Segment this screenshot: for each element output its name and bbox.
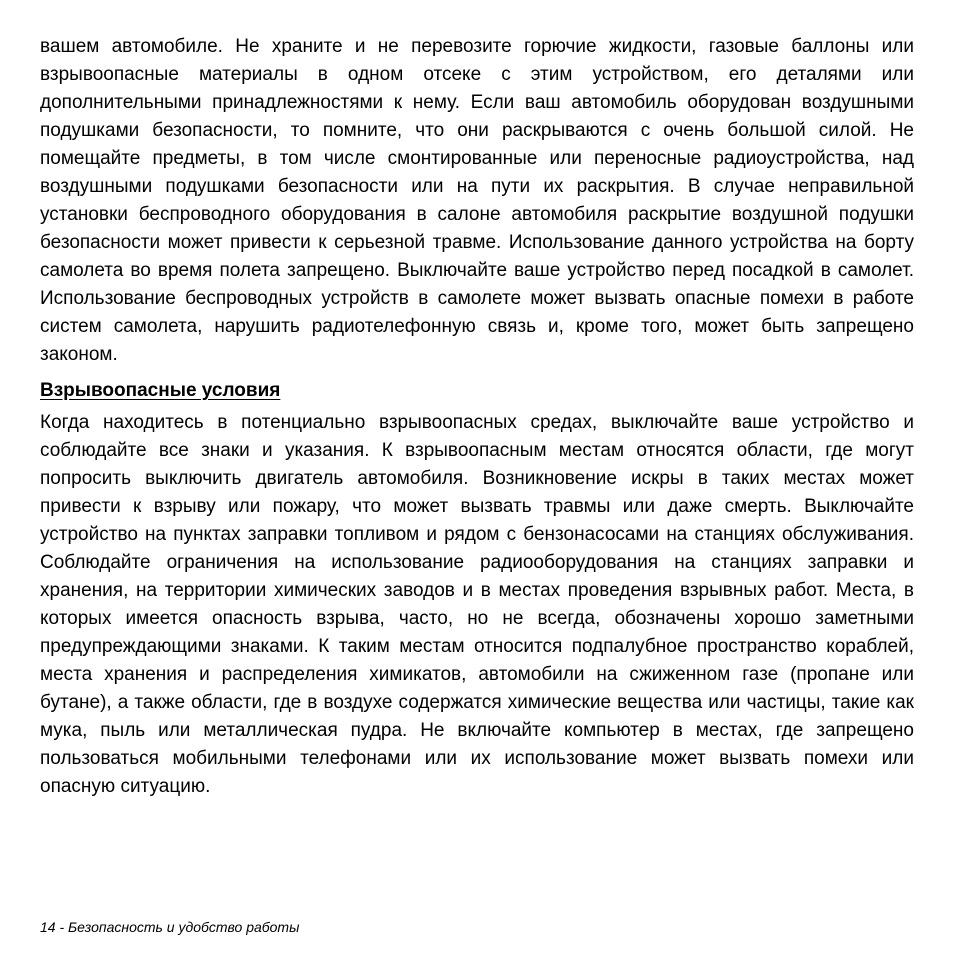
document-page bbox=[40, 33, 914, 801]
paragraph-vehicle-aircraft-safety: вашем автомобиле. Не храните и не перевозите горючие жидкости, газовые баллоны или взрывоопасные материалы в одном отсеке с этим устройством, его деталями или дополнительными принадлежностями к нему. Если ваш автомобиль оборудован воздушными подушками безопасности, то помните, что они раскрываются с очень большой силой. Не помещайте предметы, в том числе смонтированные или переносные радиоустройства, над воздушными подушками безопасности или на пути их раскрытия. В случае неправильной установки беспроводного оборудования в салоне автомобиля раскрытие воздушной подушки безопасности может привести к серьезной травме. Использование данного устройства на борту самолета во время полета запрещено. Выключайте ваше устройство перед посадкой в самолет. Использование беспроводных устройств в самолете может вызвать опасные помехи в работе систем самолета, нарушить радиотелефонную связь и, кроме того, может быть запрещено законом. bbox=[40, 36, 914, 365]
paragraph-explosive-conditions: Когда находитесь в потенциально взрывоопасных средах, выключайте ваше устройство и соблюдайте все знаки и указания. К взрывоопасным местам относятся области, где могут попросить выключить двигатель автомобиля. Возникновение искры в таких местах может привести к взрыву или пожару, что может вызвать травмы или даже смерть. Выключайте устройство на пунктах заправки топливом и рядом с бензонасосами на станциях обслуживания. Соблюдайте ограничения на использование радиооборудования на станциях заправки и хранения, на территории химических заводов и в местах проведения взрывных работ. Места, в которых имеется опасность взрыва, часто, но не всегда, обозначены хорошо заметными предупреждающими знаками. К таким местам относится подпалубное пространство кораблей, места хранения и распределения химикатов, автомобили на сжиженном газе (пропане или бутане), а также области, где в воздухе содержатся химические вещества или частицы, такие как мука, пыль или металлическая пудра. Не включайте компьютер в местах, где запрещено пользоваться мобильными телефонами или их использование может вызвать помехи или опасную ситуацию. bbox=[40, 412, 914, 797]
page-footer: 14 - Безопасность и удобство работы bbox=[40, 919, 300, 935]
section-heading-explosive-conditions: Взрывоопасные условия bbox=[40, 380, 281, 401]
